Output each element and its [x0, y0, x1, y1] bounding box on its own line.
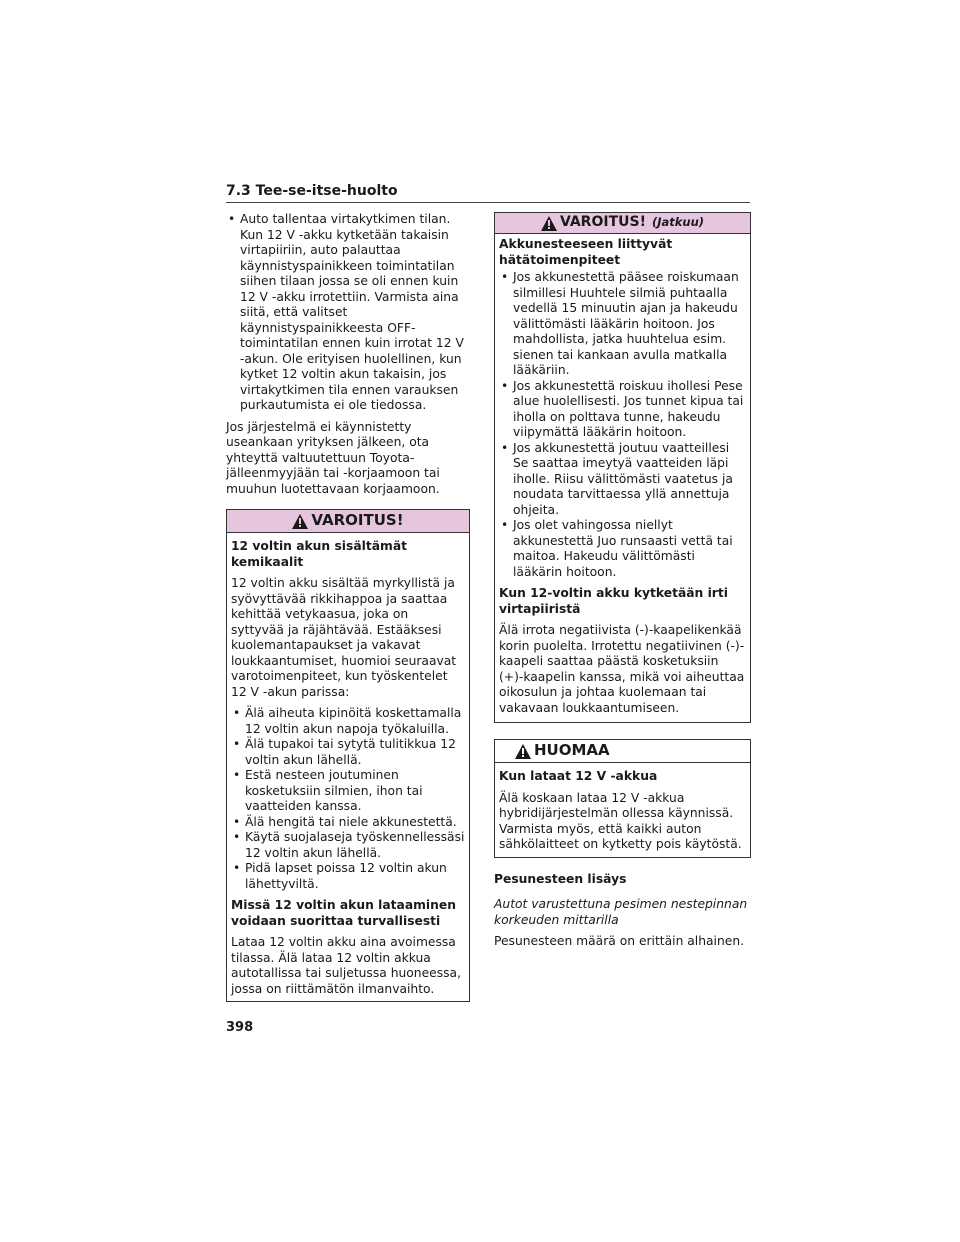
washer-fluid-subheading: Autot varustettuna pesimen nestepinnan korkeuden mittarilla: [494, 897, 748, 927]
note-paragraph: Älä koskaan lataa 12 V -akkua hybridijärjestelmän ollessa käynnissä. Varmista myös, että kaikki auton sähkölaitteet on kytketty pois käytöstä.: [499, 790, 742, 851]
list-item: • Pidä lapset poissa 12 voltin akun lähettyviltä.: [231, 861, 465, 892]
warning-subheading-charging: Missä 12 voltin akun lataaminen voidaan suorittaa turvallisesti: [231, 898, 457, 928]
warning-subheading-emergency: Akkunesteeseen liittyvät hätätoimenpiteet: [499, 237, 673, 267]
emergency-list: [499, 270, 746, 580]
warning-subheading-chemicals: 12 voltin akun sisältämät kemikaalit: [231, 539, 407, 569]
list-item: • Jos olet vahingossa niellyt akkunestettä Juo runsaasti vettä tai maitoa. Hakeudu välittömästi lääkärin hoitoon.: [499, 518, 746, 580]
list-item: • Jos akkunestettä joutuu vaatteillesi Se saattaa imeytyä vaatteiden läpi iholle. Riisu välittömästi vaatetus ja noudata tarvittaessa yllä annettuja ohjeita.: [499, 441, 746, 519]
washer-fluid-paragraph: Pesunesteen määrä on erittäin alhainen.: [494, 934, 745, 948]
washer-fluid-heading: Pesunesteen lisäys: [494, 871, 627, 886]
note-box: [494, 739, 751, 858]
warning-paragraph-disconnect: Älä irrota negatiivista (-)-kaapelikenkää korin puolelta. Irrotettu negatiivinen (-)-kaapeli saattaa päästä kosketuksiin (+)-kaapelin kanssa, mikä voi aiheuttaa oikosulun ja johtaa kuolemaan tai vakavaan loukkaantumiseen.: [499, 623, 745, 715]
note-body: [495, 763, 750, 857]
intro-bullet: • Auto tallentaa virtakytkimen tilan. Kun 12 V -akku kytketään takaisin virtapiiriin, auto palauttaa käynnistyspainikkeen toimintatilan siihen tilaan jossa se oli ennen kuin 12 V -akku irrotettiin. Varmista aina siitä, että valitset käynnistyspainikkeesta OFF-toimintatilan ennen kuin irrotat 12 V -akun. Ole erityisen huolellinen, kun kytket 12 voltin akun takaisin, jos virtakytkimen tila ennen varauksen purkautumista ei ole tiedossa.: [226, 212, 470, 414]
section-header: [226, 180, 750, 203]
note-subheading: Kun lataat 12 V -akkua: [499, 769, 658, 783]
warning-paragraph-chemicals: 12 voltin akku sisältää myrkyllistä ja syövyttävää rikkihappoa ja saattaa kehittää vetykaasua, joka on syttyvää ja räjähtävää. Estääksesi kuolemantapaukset ja vakavat loukkaantumiset, huomioi seuraavat varotoimenpiteet, kun työskentelet 12 V -akun parissa:: [231, 576, 457, 699]
caution-icon: [515, 744, 531, 759]
warning-body: [227, 533, 469, 1001]
warning-header: [227, 510, 469, 533]
section-title: 7.3 Tee-se-itse-huolto: [226, 183, 398, 199]
note-header: [495, 740, 750, 763]
list-item: • Älä tupakoi tai sytytä tulitikkua 12 voltin akun lähellä.: [231, 737, 465, 768]
warning-header-continued: [495, 213, 750, 234]
list-item: • Älä aiheuta kipinöitä koskettamalla 12 voltin akun napoja työkaluilla.: [231, 706, 465, 737]
warning-list: [231, 706, 465, 892]
warning-icon: [541, 216, 557, 231]
warning-icon: [292, 514, 308, 529]
warning-body-continued: [495, 234, 750, 722]
continued-label: (Jatkuu): [651, 215, 705, 230]
page-number: 398: [226, 1020, 254, 1035]
warning-box: [226, 509, 470, 1002]
list-item: • Jos akkunestettä pääsee roiskumaan silmillesi Huuhtele silmiä puhtaalla vedellä 15 minuutin ajan ja hakeudu välittömästi lääkärin hoitoon. Jos mahdollista, jatka huuhtelua esim. sienen tai kankaan avulla matkalla lääkäriin.: [499, 270, 746, 379]
list-item: • Älä hengitä tai niele akkunestettä.: [231, 815, 465, 831]
warning-title: VAROITUS!: [559, 214, 646, 231]
warning-subheading-disconnect: Kun 12-voltin akku kytketään irti virtapiiristä: [499, 586, 728, 616]
note-title: HUOMAA: [534, 741, 610, 760]
right-column: [494, 212, 751, 956]
intro-paragraph: Jos järjestelmä ei käynnistetty useankaan yrityksen jälkeen, ota yhteyttä valtuutettuun Toyota-jälleenmyyjään tai -korjaamoon tai muuhun luotettavaan korjaamoon.: [226, 419, 440, 496]
warning-box-continued: [494, 212, 751, 723]
warning-title: VAROITUS!: [311, 511, 404, 530]
list-item: • Käytä suojalaseja työskennellessäsi 12 voltin akun lähellä.: [231, 830, 465, 861]
warning-paragraph-charging: Lataa 12 voltin akku aina avoimessa tilassa. Älä lataa 12 voltin akkua autotallissa tai suljetussa huoneessa, jossa on riittämätön ilmanvaihto.: [231, 935, 461, 996]
list-item: • Estä nesteen joutuminen kosketuksiin silmien, ihon tai vaatteiden kanssa.: [231, 768, 465, 815]
left-column: [226, 212, 470, 1010]
intro-list: [226, 212, 470, 414]
list-item: • Jos akkunestettä roiskuu ihollesi Pese alue huolellisesti. Jos tunnet kipua tai iholla on polttava tunne, hakeudu viipymättä lääkärin hoitoon.: [499, 379, 746, 441]
